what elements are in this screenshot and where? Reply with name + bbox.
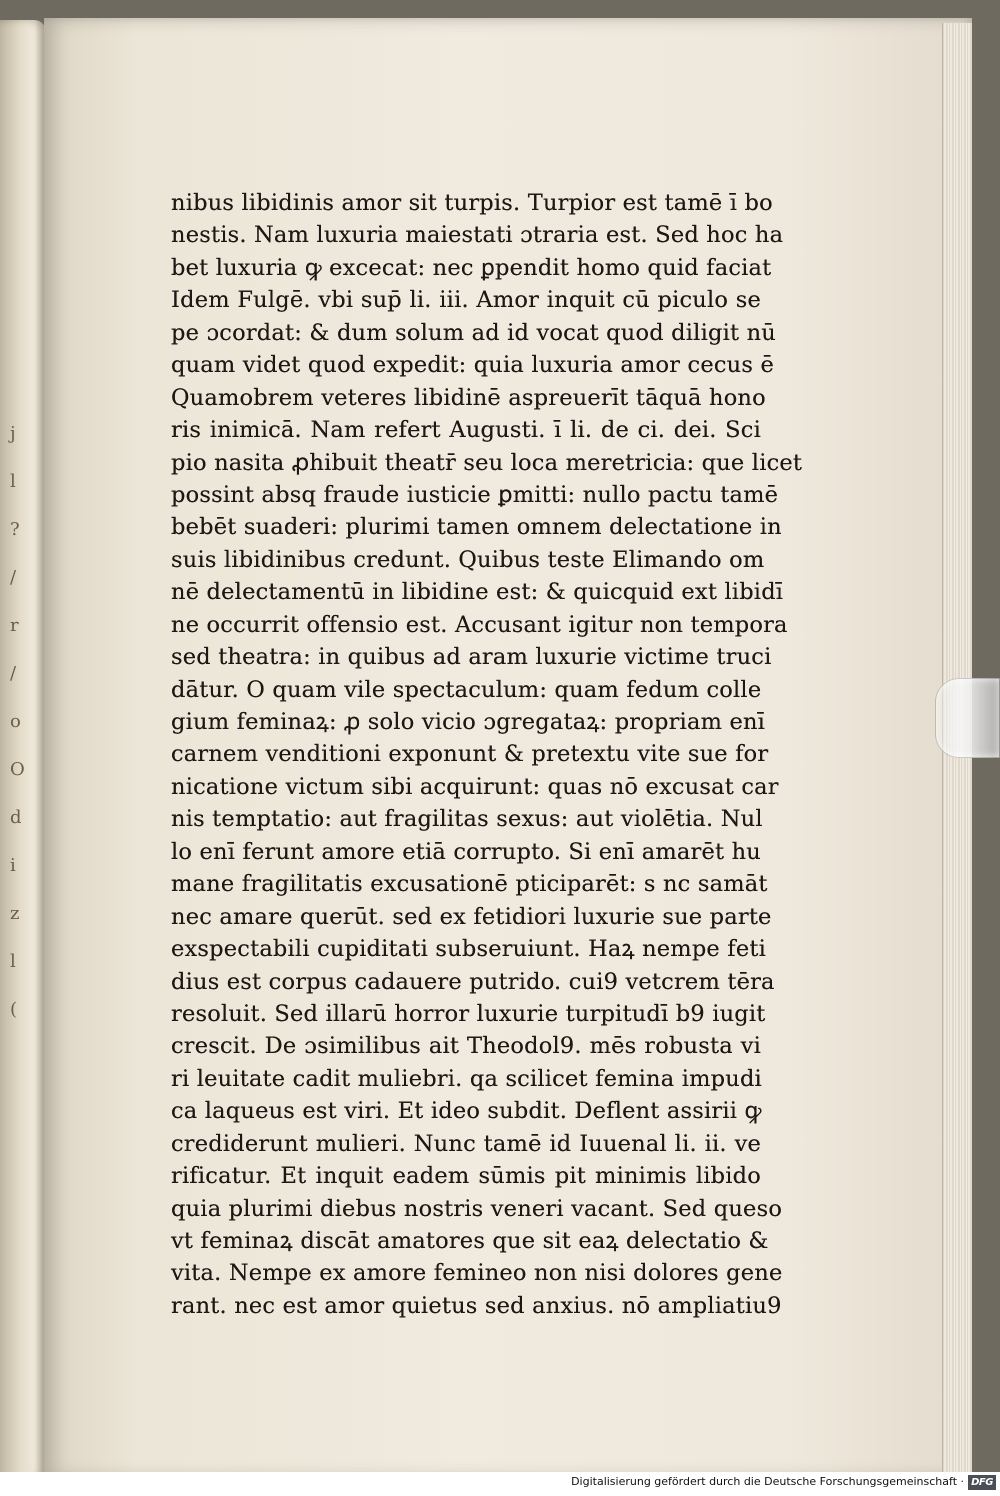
margin-mark: / (10, 663, 17, 684)
text-line: carnem venditioni exponunt & pretextu vite sue for (171, 741, 769, 768)
text-line: nec amare querūt. sed ex fetidiori luxurie sue parte (171, 903, 772, 930)
plastic-page-tab (935, 678, 1000, 758)
text-line: crescit. De ɔsimilibus ait Theodol9. mēs robusta vi (171, 1033, 761, 1060)
margin-mark: ( (10, 999, 18, 1020)
text-line: ri leuitate cadit muliebri. qa scilicet femina impudi (171, 1065, 762, 1092)
margin-mark: / (10, 567, 17, 588)
funding-footer-text: Digitalisierung gefördert durch die Deutsche Forschungsgemeinschaft · (571, 1475, 964, 1488)
text-line: Idem Fulgē. vbi sup̄ li. iii. Amor inquit cū piculo se (171, 287, 761, 314)
text-line: quia plurimi diebus nostris veneri vacant. Sed queso (171, 1195, 783, 1222)
margin-mark: j (10, 423, 16, 444)
text-line: vita. Nempe ex amore femineo non nisi dolores gene (171, 1260, 783, 1287)
text-line: dātur. O quam vile spectaculum: quam fedum colle (171, 676, 762, 703)
margin-mark: d (10, 807, 22, 828)
text-line: possint absq fraude iusticie ꝑmitti: nullo pactu tamē (171, 481, 779, 508)
text-line: nē delectamentū in libidine est: & quicquid ext libidī (171, 579, 784, 606)
text-line: rificatur. Et inquit eadem sūmis pit minimis libido (171, 1163, 761, 1190)
text-line: crediderunt mulieri. Nunc tamē id Iuuenal li. ii. ve (171, 1130, 761, 1157)
text-line: resoluit. Sed illarū horror luxurie turpitudī b9 iugit (171, 1000, 766, 1027)
margin-mark: l (10, 951, 16, 972)
text-line: nis temptatio: aut fragilitas sexus: aut violētia. Nul (171, 806, 763, 833)
text-line: sed theatra: in quibus ad aram luxurie victime truci (171, 644, 772, 671)
margin-mark: O (10, 759, 25, 780)
text-line: gium feminaꝝ: ꝓ solo vicio ɔgregataꝝ: propriam enī (171, 709, 766, 735)
margin-mark: o (10, 711, 21, 732)
text-line: suis libidinibus credunt. Quibus teste Elimando om (171, 546, 765, 573)
text-line: nicatione victum sibi acquirunt: quas nō excusat car (171, 773, 779, 800)
funding-footer (0, 1472, 1000, 1496)
text-line: vt feminaꝝ discāt amatores que sit eaꝝ delectatio & (171, 1228, 769, 1254)
text-line: nestis. Nam luxuria maiestati ɔtraria est. Sed hoc ha (171, 222, 784, 249)
margin-mark: l (10, 471, 16, 492)
text-line: rant. nec est amor quietus sed anxius. nō ampliatiu9 (171, 1292, 782, 1319)
text-line: ne occurrit offensio est. Accusant igitur non tempora (171, 611, 788, 638)
text-line: bebēt suaderi: plurimi tamen omnem delectatione in (171, 514, 782, 541)
text-line: mane fragilitatis excusationē pticiparēt: s nc samāt (171, 871, 768, 898)
text-line: lo enī ferunt amore etiā corrupto. Si enī amarēt hu (171, 838, 761, 865)
text-line: pe ɔcordat: & dum solum ad id vocat quod diligit nū (171, 319, 776, 346)
text-line: ca laqueus est viri. Et ideo subdit. Deflent assirii ꝙ (171, 1098, 762, 1125)
text-line: exspectabili cupiditati subseruiunt. Haꝝ nempe feti (171, 936, 766, 963)
margin-mark: i (10, 855, 16, 876)
left-margin-marks (10, 410, 40, 1020)
left-page-binding (0, 20, 46, 1480)
text-line: quam videt quod expedit: quia luxuria amor cecus ē (171, 352, 774, 379)
text-line: bet luxuria ꝙ excecat: nec ꝑpendit homo quid faciat (171, 254, 772, 281)
text-line: nibus libidinis amor sit turpis. Turpior est tamē ī bo (171, 190, 773, 216)
margin-mark: r (10, 615, 19, 636)
dfg-logo: DFG (968, 1475, 996, 1490)
text-line: Quamobrem veteres libidinē aspreuerīt tāquā hono (171, 384, 766, 411)
margin-mark: z (10, 903, 20, 924)
margin-mark: ? (10, 519, 20, 540)
text-line: dius est corpus cadauere putrido. cui9 vetcrem tēra (171, 968, 775, 995)
text-line: pio nasita ꝓhibuit theatr̄ seu loca meretricia: que licet (171, 449, 803, 476)
text-line: ris inimicā. Nam refert Augusti. ī li. de ci. dei. Sci (171, 417, 761, 444)
latin-text-block (171, 187, 803, 1322)
